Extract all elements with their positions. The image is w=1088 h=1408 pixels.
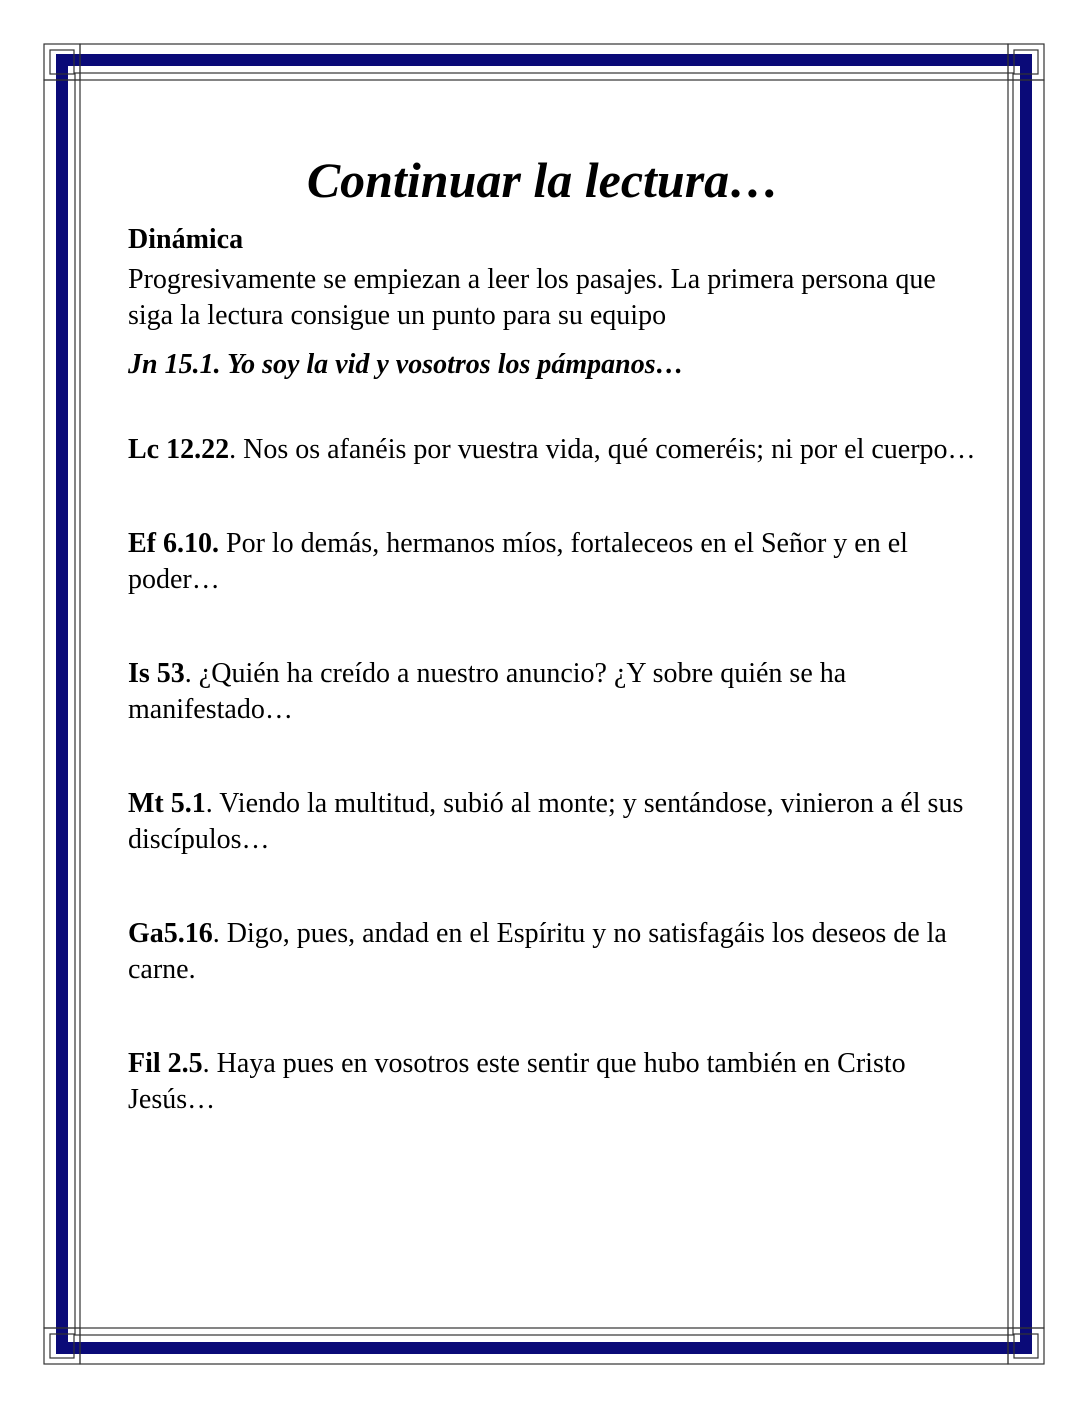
passage-reference: Ef 6.10.: [128, 528, 219, 559]
passage-item: [128, 526, 978, 598]
passage-text: . Digo, pues, andad en el Espíritu y no satisfagáis los deseos de la carne.: [128, 918, 947, 985]
passage-item: [128, 916, 978, 988]
page-title: Continuar la lectura…: [306, 152, 780, 208]
passage-item: [128, 432, 978, 468]
passage-item: [128, 786, 978, 858]
passage-reference: Lc 12.22: [128, 434, 230, 465]
passage-reference: Mt 5.1: [128, 788, 206, 819]
passage-text: . Nos os afanéis por vuestra vida, qué comeréis; ni por el cuerpo…: [229, 434, 976, 465]
passage-reference: Is 53: [128, 658, 185, 689]
passage-reference: Fil 2.5: [128, 1048, 203, 1079]
passage-text: . ¿Quién ha creído a nuestro anuncio? ¿Y sobre quién se ha manifestado…: [128, 658, 847, 725]
passage-text: . Viendo la multitud, subió al monte; y sentándose, vinieron a él sus discípulos…: [128, 788, 964, 855]
passage-item: [128, 1046, 978, 1118]
passage-text: Por lo demás, hermanos míos, fortaleceos en el Señor y en el poder…: [128, 528, 908, 595]
page-content: [128, 150, 978, 1118]
dynamic-description: Progresivamente se empiezan a leer los pasajes. La primera persona que siga la lectura consigue un punto para su equipo: [128, 264, 936, 331]
passage-text: . Haya pues en vosotros este sentir que hubo también en Cristo Jesús…: [128, 1048, 906, 1115]
passage-reference: Ga5.16: [128, 918, 213, 949]
passage-item: [128, 656, 978, 728]
example-passage: Jn 15.1. Yo soy la vid y vosotros los pámpanos…: [128, 349, 684, 380]
dynamic-heading: Dinámica: [128, 224, 244, 255]
